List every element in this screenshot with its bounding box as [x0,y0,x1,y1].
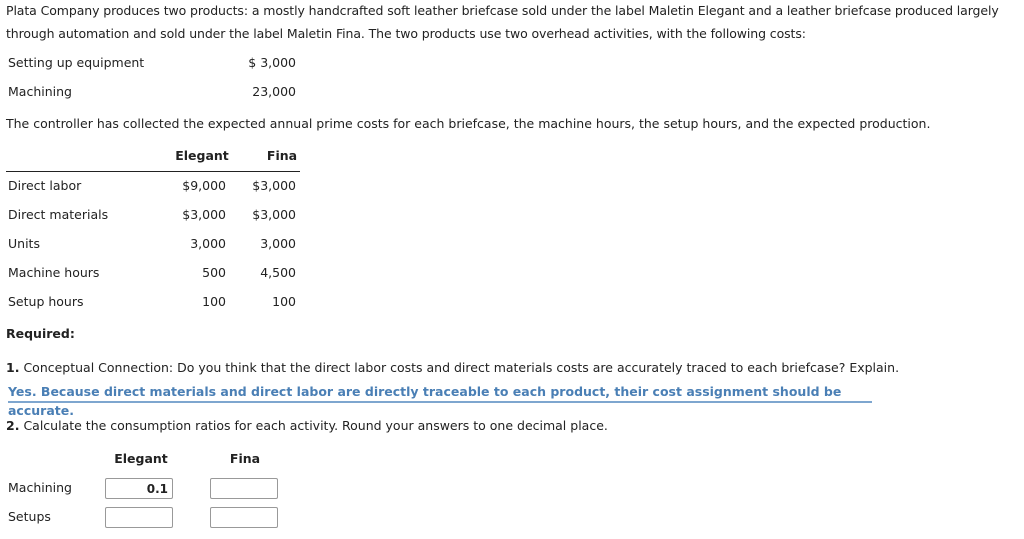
controller-paragraph: The controller has collected the expected annual prime costs for each briefcase, the machine hours, the setup hours, and the expected production. [6,116,931,131]
question-2-number: 2. [6,418,20,433]
overhead-value-setup: $ 3,000 [248,55,296,70]
machining-fina-input[interactable] [210,478,278,499]
overhead-label-setup: Setting up equipment [8,55,145,70]
overhead-value-machining: 23,000 [252,84,296,99]
table-cell-fina: 3,000 [260,236,296,251]
table-cell-elegant: 100 [202,294,226,309]
machining-elegant-input[interactable] [105,478,173,499]
table-cell-fina: 100 [272,294,296,309]
table-header-rule [6,171,300,172]
table-cell-elegant: 3,000 [190,236,226,251]
table-cell-fina: 4,500 [260,265,296,280]
question-1-answer[interactable]: Yes. Because direct materials and direct labor are directly traceable to each product, their cost assignment should be accurate. [8,382,872,403]
table-row-label: Direct labor [8,178,82,193]
table-cell-fina: $3,000 [252,178,296,193]
question-2-text: Calculate the consumption ratios for each activity. Round your answers to one decimal place. [23,418,608,433]
table-row-label: Setup hours [8,294,84,309]
overhead-label-machining: Machining [8,84,72,99]
ratio-header-fina: Fina [229,451,261,466]
table-header-elegant: Elegant [175,148,229,163]
intro-paragraph: Plata Company produces two products: a mostly handcrafted soft leather briefcase sold under the label Maletin Elegant and a leather briefcase produced largely through automation and sold under the label Maletin Fina. The two products use two overhead activities, with the following costs: [6,3,999,41]
table-cell-elegant: $3,000 [182,207,226,222]
question-1-number: 1. [6,360,20,375]
ratio-row-label: Machining [8,480,72,495]
question-2 [6,416,608,436]
required-heading: Required: [6,326,75,341]
table-row-label: Direct materials [8,207,109,222]
table-cell-elegant: $9,000 [182,178,226,193]
ratio-row-label: Setups [8,509,51,524]
setups-fina-input[interactable] [210,507,278,528]
table-row-label: Machine hours [8,265,100,280]
setups-elegant-input[interactable] [105,507,173,528]
ratio-header-elegant: Elegant [114,451,168,466]
table-header-fina: Fina [266,148,298,163]
question-1 [6,358,899,378]
question-1-text: Conceptual Connection: Do you think that the direct labor costs and direct materials costs are accurately traced to each briefcase? Explain. [23,360,900,375]
table-row-label: Units [8,236,40,251]
table-cell-fina: $3,000 [252,207,296,222]
table-cell-elegant: 500 [202,265,226,280]
